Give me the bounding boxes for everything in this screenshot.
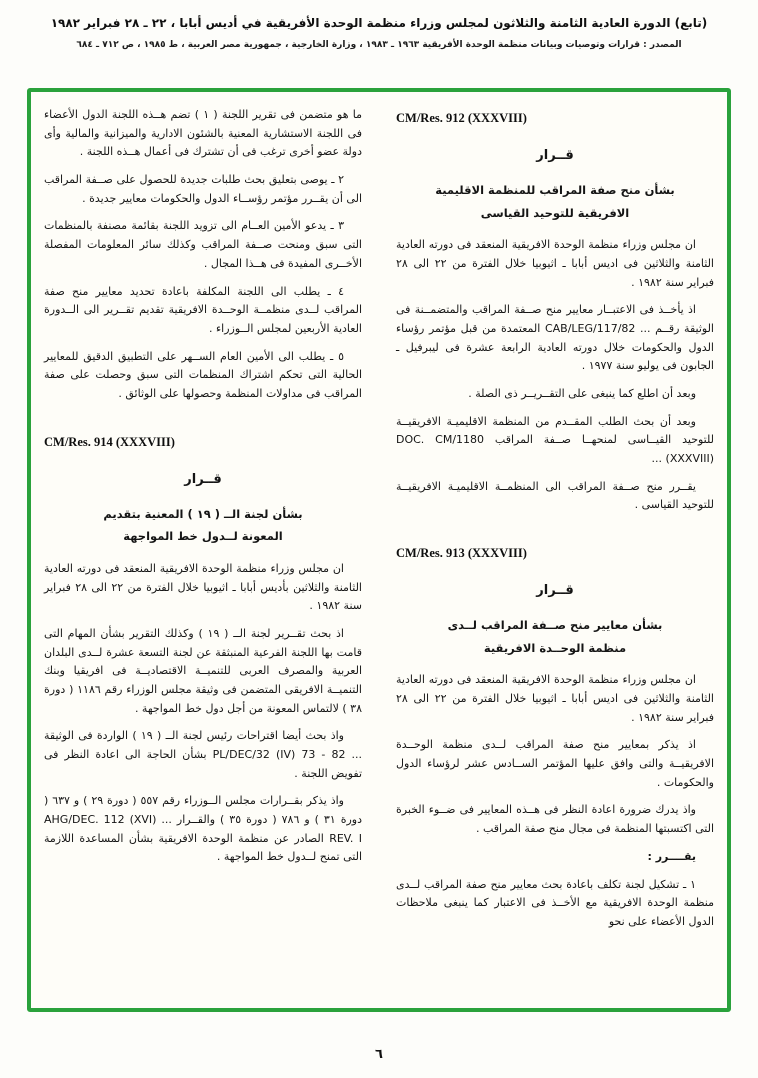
resolution-title-line: بشأن لجنة الــ ( ١٩ ) المعنية بتقديم <box>103 506 303 521</box>
paragraph: واذ يدرك ضرورة اعادة النظر فى هــذه المعايير فى ضــوء الخبرة التى اكتسبتها المنظمة فى مجال منح صفة المراقب . <box>396 803 714 836</box>
paragraph: واذ يذكر بقــرارات مجلس الــوزراء رقم ٥٥٧ ( دورة ٢٩ ) و ٦٣٧ ( دورة ٣١ ) و ٧٨٦ ( دورة ٣٥ ) والقــرار ... AHG/DEC. 112 (XVI) REV. I الصادر عن منظمة الوحدة الافريقية بشأن المساعدة اللازمة التى تمنح لــدول خط المواجهة . <box>44 794 363 864</box>
resolution-title-line: المعونة لــدول خط المواجهة <box>123 529 283 544</box>
paragraph: ١ ـ تشكيل لجنة تكلف باعادة بحث معايير منح صفة المراقب لــدى منظمة الوحدة الافريقية مع الأخــذ فى الاعتبار كما ينبغى ملاحظات الدول الأعضاء على نحو <box>396 877 714 928</box>
decides-line: يقــــرر : <box>647 849 696 863</box>
header-session-title: (تابع) الدورة العادية الثامنة والثلاثون لمجلس وزراء منظمة الوحدة الأفريقية في أديس أبابا ، ٢٢ ـ ٢٨ فبراير ١٩٨٢ <box>50 16 708 30</box>
resolution-title-line: بشأن معايير منح صــفة المراقب لــدى <box>447 618 663 633</box>
paragraph: وبعد أن بحث الطلب المقــدم من المنظمة الاقليميـة الافريقيــة للتوحيد القيــاسى لمنحهــا صــفة المراقب DOC. CM/1180 (XXXVIII) ... <box>396 414 714 466</box>
page-number: ٦ <box>375 1047 383 1062</box>
resolution-title-914 <box>44 503 362 548</box>
text-columns <box>44 106 714 994</box>
paragraph: ٢ ـ يوصى بتعليق بحث طلبات جديدة للحصول على صــفة المراقب الى أن يقــرر مؤتمر رؤســاء الدول والحكومات معايير جديدة . <box>44 173 362 205</box>
page-header <box>22 14 736 53</box>
paragraph: يقــرر منح صــفة المراقب الى المنظمــة الاقليميـة الافريقيــة للتوحيد القياسى . <box>396 479 714 512</box>
resolution-number-912: CM/Res. 912 (XXXVIII) <box>396 111 527 125</box>
left-column <box>44 106 362 994</box>
paragraph: اذ بحث تقــرير لجنة الــ ( ١٩ ) وكذلك التقرير بشأن المهام التى قامت بها اللجنة الفرعية المنبثقة عن لجنة التسعة عشرة لــدى البلدان العربية والمصرف العربى للتنميــة الاقتصاديــة فى افريقيا وبنك التنميــة الافريقى المتضمن فى وثيقة مجلس الوزراء رقم ١١٨٦ ( دورة ٣٨ ) لالتماس المعونة من أجل دول خط المواجهة . <box>44 626 362 715</box>
header-source-line: المصدر : قرارات وتوصيات وبيانات منظمة الوحدة الأفريقية ١٩٦٣ ـ ١٩٨٣ ، وزارة الخارجية ، جمهورية مصر العربية ، ط ١٩٨٥ ، ص ٧١٢ ـ ٦٨٤ <box>76 40 682 51</box>
paragraph: ان مجلس وزراء منظمة الوحدة الافريقية المنعقد فى دورته العادية الثامنة والثلاثين فى اديس أبابا ـ اثيوبيا خلال الفترة من ٢٢ الى ٢٨ فبراير سنة ١٩٨٢ . <box>396 673 714 724</box>
resolution-number-913: CM/Res. 913 (XXXVIII) <box>396 546 527 561</box>
paragraph: ان مجلس وزراء منظمة الوحدة الافريقية المنعقد فى دورته العادية الثامنة والثلاثين بأديس أبابا ـ اثيوبيا خلال الفترة من ٢٢ الى ٢٨ فبراير سنة ١٩٨٢ . <box>44 561 362 613</box>
paragraph: ٤ ـ يطلب الى اللجنة المكلفة باعادة تحديد معايير منح صفة المراقب لــدى منظمــة الوحــدة الافريقية تقديم تقــرير الى الــدورة العادية الأربعين لمجلس الــوزراء . <box>44 284 362 335</box>
paragraph: وبعد أن اطلع كما ينبغى على التقــريــر ذى الصلة . <box>468 387 696 400</box>
paragraph: واذ بحث أيضا اقتراحات رئيس لجنة الــ ( ١٩ ) الواردة فى الوثيقة ... PL/DEC/32 (IV) 73 - 82 بشأن الحاجة الى اعادة النظر فى تفويض اللجنة . <box>44 729 362 780</box>
paragraph: اذ يأخــذ فى الاعتبــار معايير منح صــفة المراقب والمتضمــنة فى الوثيقة رقــم ... CAB/LEG/117/82 المعتمدة من قبل مؤتمر رؤساء الدول والحكومات خلال دورته العادية الرابعة عشرة فى ليبرفيل ـ الجابون فى يوليو سنة ١٩٧٧ . <box>396 303 714 373</box>
resolution-title-line: منظمة الوحــدة الافريقية <box>483 640 627 655</box>
paragraph: ان مجلس وزراء منظمة الوحدة الافريقية المنعقد فى دورته العادية الثامنة والثلاثين فى اديس أبابا ـ اثيوبيا خلال الفترة من ٢٢ الى ٢٨ فبراير سنة ١٩٨٢ . <box>396 238 714 289</box>
green-frame <box>27 88 731 1012</box>
resolution-title-913 <box>396 614 714 659</box>
paragraph: اذ يذكر بمعايير منح صفة المراقب لــدى منظمة الوحــدة الافريقيــة والتى وافق عليها المؤتمر الســادس عشر لرؤساء الدول والحكومات . <box>396 738 714 789</box>
paragraph: ٣ ـ يدعو الأمين العــام الى تزويد اللجنة بقائمة مصنفة بالمنظمات التى سبق ومنحت صــفة المراقب وكذلك سائر المعلومات المفصلة الأخــرى المفيدة فى هــذا المجال . <box>44 219 362 270</box>
resolution-label-914: قــرار <box>184 471 222 487</box>
resolution-number-914: CM/Res. 914 (XXXVIII) <box>44 434 175 449</box>
resolution-label-912: قــرار <box>536 148 574 164</box>
resolution-label-913: قــرار <box>536 583 574 599</box>
right-column <box>396 106 714 994</box>
resolution-title-line: الافريقية للتوحيد القياسى <box>480 205 630 220</box>
paragraph: ما هو متضمن فى تقرير اللجنة ( ١ ) تضم هــذه اللجنة الدول الأعضاء فى اللجنة الاستشارية المعنية بالشئون الادارية والميزانية والمالية وأى دولة عضو أخرى ترغب فى أن تشترك فى أعمال هــذه اللجنة . <box>44 108 362 159</box>
resolution-title-line: بشأن منح صفة المراقب للمنظمة الاقليمية <box>435 183 675 198</box>
page-footer <box>0 1043 758 1062</box>
paragraph: ٥ ـ يطلب الى الأمين العام الســهر على التطبيق الدقيق للمعايير الحالية التى تحكم اشتراك المنظمات التى سبق وحصلت على صفة المراقب فى مداولات المنظمة وحصولها على الوثائق . <box>44 349 362 400</box>
resolution-title-912 <box>396 179 714 224</box>
